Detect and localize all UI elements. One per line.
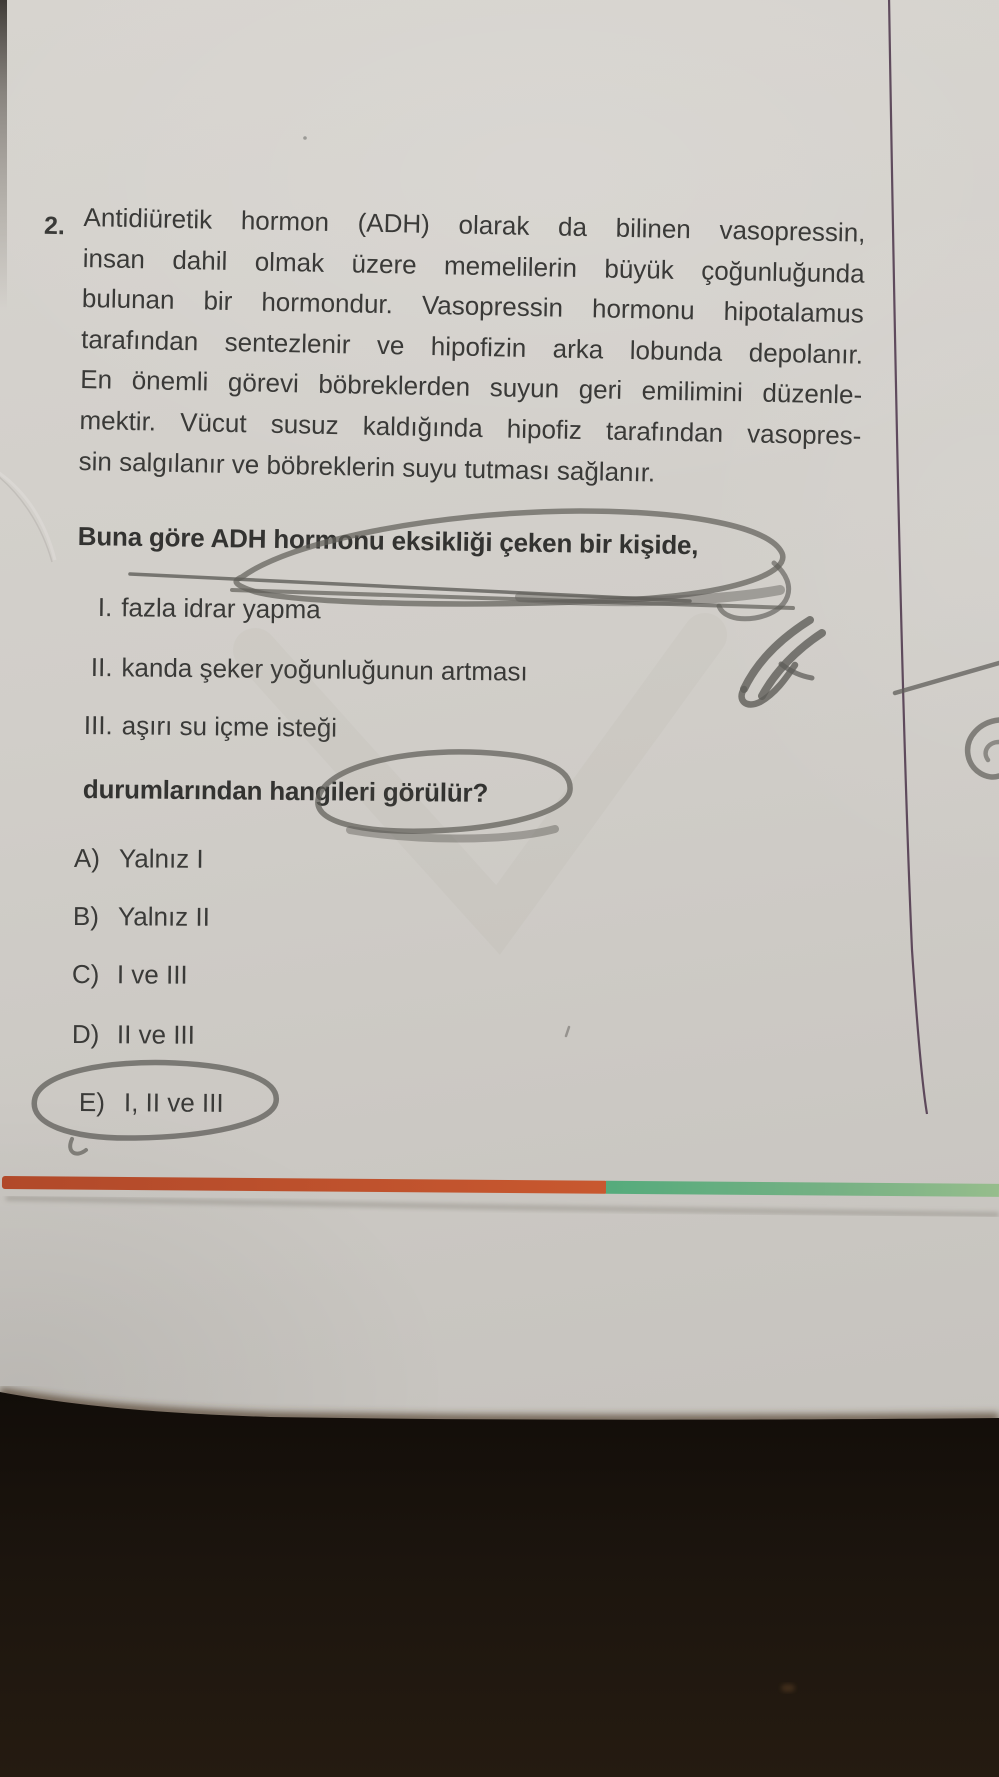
- question-closing: durumlarından hangileri görülür?: [82, 774, 489, 808]
- item-III: [84, 710, 338, 744]
- option-D: [72, 1019, 195, 1051]
- option-E-letter: E): [78, 1087, 105, 1118]
- paragraph-line: insan dahil olmak üzere memelilerin büyük çoğunluğunda: [82, 242, 865, 289]
- paragraph-line: sin salgılanır ve böbreklerin suyu tutması sağlanır.: [78, 445, 656, 488]
- item-I: [98, 592, 321, 625]
- item-II-text: kanda şeker yoğunluğunun artması: [121, 652, 528, 687]
- paragraph-line: bulunan bir hormondur. Vasopressin hormonu hipotalamus: [81, 283, 865, 329]
- paragraph-line: tarafından sentezlenir ve hipofizin arka lobunda depolanır.: [80, 323, 864, 370]
- option-E: [79, 1087, 224, 1119]
- question-number: 2.: [43, 211, 66, 241]
- paragraph-line: En önemli görevi böbreklerden suyun geri emilimini düzenle-: [80, 364, 863, 411]
- option-D-letter: D): [71, 1019, 100, 1050]
- option-A-text: Yalnız I: [118, 843, 204, 874]
- option-A: [74, 843, 204, 875]
- question-paragraph: [78, 197, 866, 497]
- item-I-text: fazla idrar yapma: [121, 592, 321, 625]
- item-II-numeral: II.: [90, 652, 113, 683]
- option-A-letter: A): [73, 843, 100, 874]
- item-I-numeral: I.: [97, 592, 113, 623]
- option-C-text: I ve III: [116, 959, 188, 990]
- option-B-text: Yalnız II: [117, 901, 211, 932]
- paragraph-line: mektir. Vücut susuz kaldığında hipofiz tarafından vasopres-: [79, 404, 862, 451]
- option-B: [73, 901, 210, 933]
- item-III-text: aşırı su içme isteği: [121, 710, 338, 743]
- question-stem: Buna göre ADH hormonu eksikliği çeken bir kişide,: [77, 521, 699, 561]
- paragraph-line: Antidiüretik hormon (ADH) olarak da bilinen vasopressin,: [83, 201, 866, 248]
- item-II: [91, 652, 528, 688]
- option-C-letter: C): [71, 959, 100, 990]
- option-C: [72, 959, 188, 991]
- option-D-text: II ve III: [116, 1019, 196, 1050]
- item-III-numeral: III.: [83, 710, 113, 741]
- option-E-text: I, II ve III: [123, 1087, 224, 1118]
- option-B-letter: B): [72, 901, 99, 932]
